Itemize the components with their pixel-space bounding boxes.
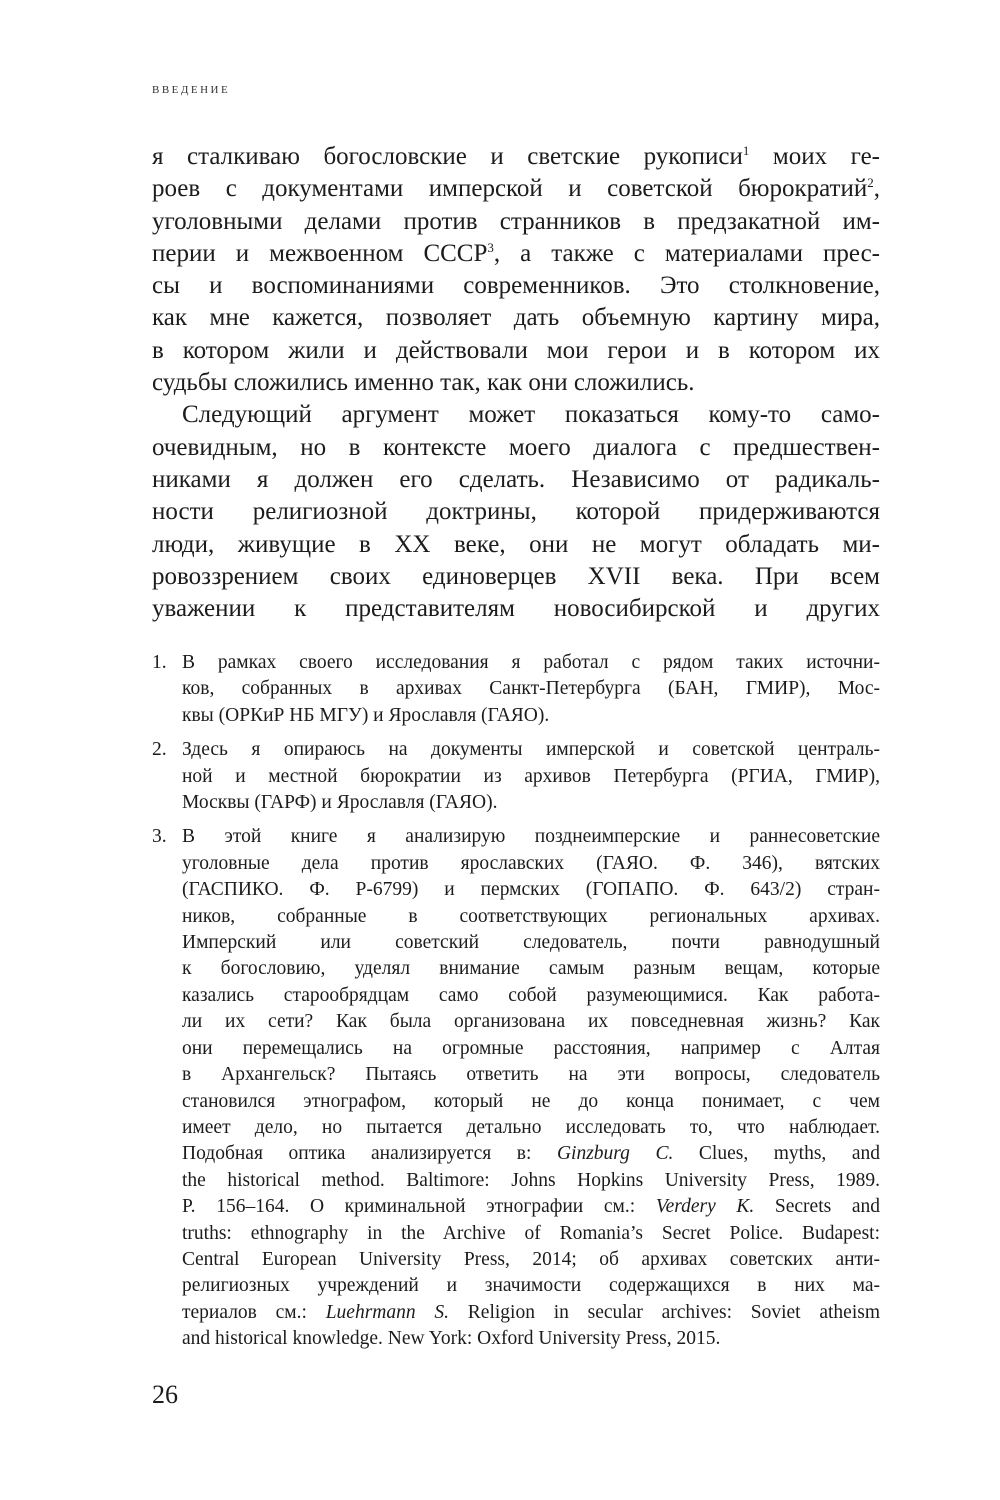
text-segment: (ГАСПИКО. Ф. Р-6799) и пермских (ГОПАПО. Ф. 643/2) стран-: [182, 879, 880, 901]
text-line: [152, 302, 880, 334]
italic-author: Luehrmann S.: [325, 1301, 450, 1323]
text-line: [182, 1221, 880, 1247]
text-line: [152, 464, 880, 496]
text-segment: Москвы (ГАРФ) и Ярославля (ГАЯО).: [182, 792, 498, 814]
text-segment: они перемещались на огромные расстояния, например с Алтая: [182, 1037, 880, 1059]
text-segment: сы и воспоминаниями современников. Это столкновение,: [152, 272, 880, 300]
text-segment: териалов см.:: [182, 1301, 326, 1323]
text-line: [152, 496, 880, 528]
text-segment: к богословию, уделял внимание самым разным вещам, которые: [182, 958, 880, 980]
text-segment: становился этнографом, который не до конца понимает, с чем: [182, 1090, 880, 1112]
text-segment: квы (ОРКиР НБ МГУ) и Ярославля (ГАЯО).: [182, 704, 550, 726]
footnotes: [152, 650, 880, 1361]
text-line: [152, 399, 880, 431]
text-segment: перии и межвоенном СССР: [152, 239, 488, 267]
text-segment: Имперский или советский следователь, почти равнодушный: [182, 932, 880, 954]
footnote: [152, 650, 880, 729]
text-segment: ности религиозной доктрины, которой придерживаются: [152, 498, 880, 526]
text-segment: P. 156–164. О криминальной этнографии см.:: [182, 1196, 656, 1218]
text-line: [182, 1062, 880, 1088]
text-segment: Secrets and: [754, 1196, 880, 1218]
text-segment: люди, живущие в XX веке, они не могут обладать ми-: [152, 530, 880, 558]
text-line: [182, 877, 880, 903]
italic-author: Verdery K.: [655, 1196, 755, 1218]
footnote-number: 3.: [152, 826, 167, 848]
text-line: [182, 1194, 880, 1220]
text-line: [152, 529, 880, 561]
footnote-ref[interactable]: 3: [487, 239, 494, 255]
text-segment: судьбы сложились именно так, как они сложились.: [152, 369, 695, 397]
text-segment: казались старообрядцам само собой разумеющимися. Как работа-: [182, 984, 880, 1006]
text-segment: религиозных учреждений и значимости содержащихся в них ма-: [182, 1275, 880, 1297]
text-line: [182, 1168, 880, 1194]
text-segment: я сталкиваю богословские и светские рукописи: [152, 143, 743, 170]
text-segment: имеет дело, но пытается детально исследовать то, что наблюдает.: [182, 1116, 880, 1138]
text-line: [182, 930, 880, 956]
text-segment: ли их сети? Как была организована их повседневная жизнь? Как: [182, 1011, 880, 1033]
text-line: [152, 432, 880, 464]
text-line: [182, 1115, 880, 1141]
text-segment: в Архангельск? Пытаясь ответить на эти вопросы, следователь: [182, 1064, 880, 1086]
text-line: [152, 335, 880, 367]
text-segment: and historical knowledge. New York: Oxford University Press, 2015.: [182, 1328, 721, 1350]
text-line: [182, 650, 880, 676]
text-segment: ровоззрением своих единоверцев XVII века. При всем: [152, 562, 880, 590]
text-segment: моих ге-: [749, 143, 880, 170]
text-segment: the historical method. Baltimore: Johns Hopkins University Press, 1989.: [182, 1169, 880, 1191]
text-line: [182, 703, 880, 729]
text-segment: ков, собранных в архивах Санкт-Петербурга (БАН, ГМИР), Мос-: [182, 678, 880, 700]
text-line: [152, 206, 880, 238]
text-line: [182, 824, 880, 850]
footnote: [152, 737, 880, 816]
text-segment: В этой книге я анализирую позднеимперские и раннесоветские: [182, 826, 880, 848]
text-segment: очевидным, но в контексте моего диалога с предшествен-: [152, 433, 880, 461]
text-segment: Подобная оптика анализируется в:: [182, 1143, 557, 1165]
text-segment: уголовными делами против странников в предзакатной им-: [152, 207, 880, 235]
text-line: [182, 956, 880, 982]
footnote-number: 2.: [152, 739, 167, 761]
text-line: [152, 270, 880, 302]
text-segment: ной и местной бюрократии из архивов Петербурга (РГИА, ГМИР),: [182, 765, 880, 787]
text-line: [152, 561, 880, 593]
text-line: [182, 790, 880, 816]
text-segment: Clues, myths, and: [673, 1143, 880, 1165]
text-line: [182, 737, 880, 763]
text-line: [182, 764, 880, 790]
text-line: [182, 1273, 880, 1299]
text-line: [182, 851, 880, 877]
text-segment: В рамках своего исследования я работал с рядом таких источни-: [182, 652, 880, 673]
text-segment: truths: ethnography in the Archive of Romania’s Secret Police. Budapest:: [182, 1222, 880, 1244]
text-segment: уголовные дела против ярославских (ГАЯО. Ф. 346), вятских: [182, 852, 880, 874]
text-line: [182, 1009, 880, 1035]
text-line: [152, 141, 880, 173]
footnote-ref[interactable]: 1: [742, 143, 750, 158]
text-line: [182, 1089, 880, 1115]
paragraph: [152, 141, 880, 399]
text-line: [182, 1300, 880, 1326]
text-segment: Здесь я опираюсь на документы имперской и советской централь-: [182, 739, 880, 761]
text-line: [182, 676, 880, 702]
text-segment: ,: [873, 175, 880, 203]
text-line: [182, 1326, 880, 1352]
text-line: [152, 238, 880, 270]
footnote-ref[interactable]: 2: [867, 175, 874, 191]
paragraph: [152, 399, 880, 625]
text-line: [182, 1247, 880, 1273]
footnote-number: 1.: [152, 652, 167, 673]
text-line: [152, 173, 880, 205]
text-segment: как мне кажется, позволяет дать объемную картину мира,: [152, 304, 880, 332]
text-segment: уважении к представителям новосибирской и других: [152, 595, 880, 623]
text-segment: в котором жили и действовали мои герои и в котором их: [152, 336, 880, 364]
text-segment: Central European University Press, 2014; об архивах советских анти-: [182, 1248, 880, 1270]
page-number: 26: [152, 1380, 178, 1409]
footnote: [152, 824, 880, 1352]
text-line: [152, 593, 880, 625]
italic-author: Ginzburg C.: [556, 1143, 674, 1165]
text-segment: , а также с материалами прес-: [493, 239, 880, 267]
body-text: [152, 141, 880, 625]
text-line: [182, 904, 880, 930]
text-segment: Religion in secular archives: Soviet atheism: [449, 1301, 881, 1323]
text-segment: Следующий аргумент может показаться кому-то само-: [182, 401, 880, 429]
text-line: [182, 1036, 880, 1062]
text-segment: роев с документами имперской и советской бюрократий: [152, 175, 868, 203]
running-header: ВВЕДЕНИЕ: [152, 84, 231, 96]
text-segment: ников, собранные в соответствующих региональных архивах.: [182, 905, 880, 927]
text-line: [182, 1141, 880, 1167]
text-segment: никами я должен его сделать. Независимо от радикаль-: [152, 465, 880, 493]
text-line: [182, 983, 880, 1009]
text-line: [152, 367, 880, 399]
